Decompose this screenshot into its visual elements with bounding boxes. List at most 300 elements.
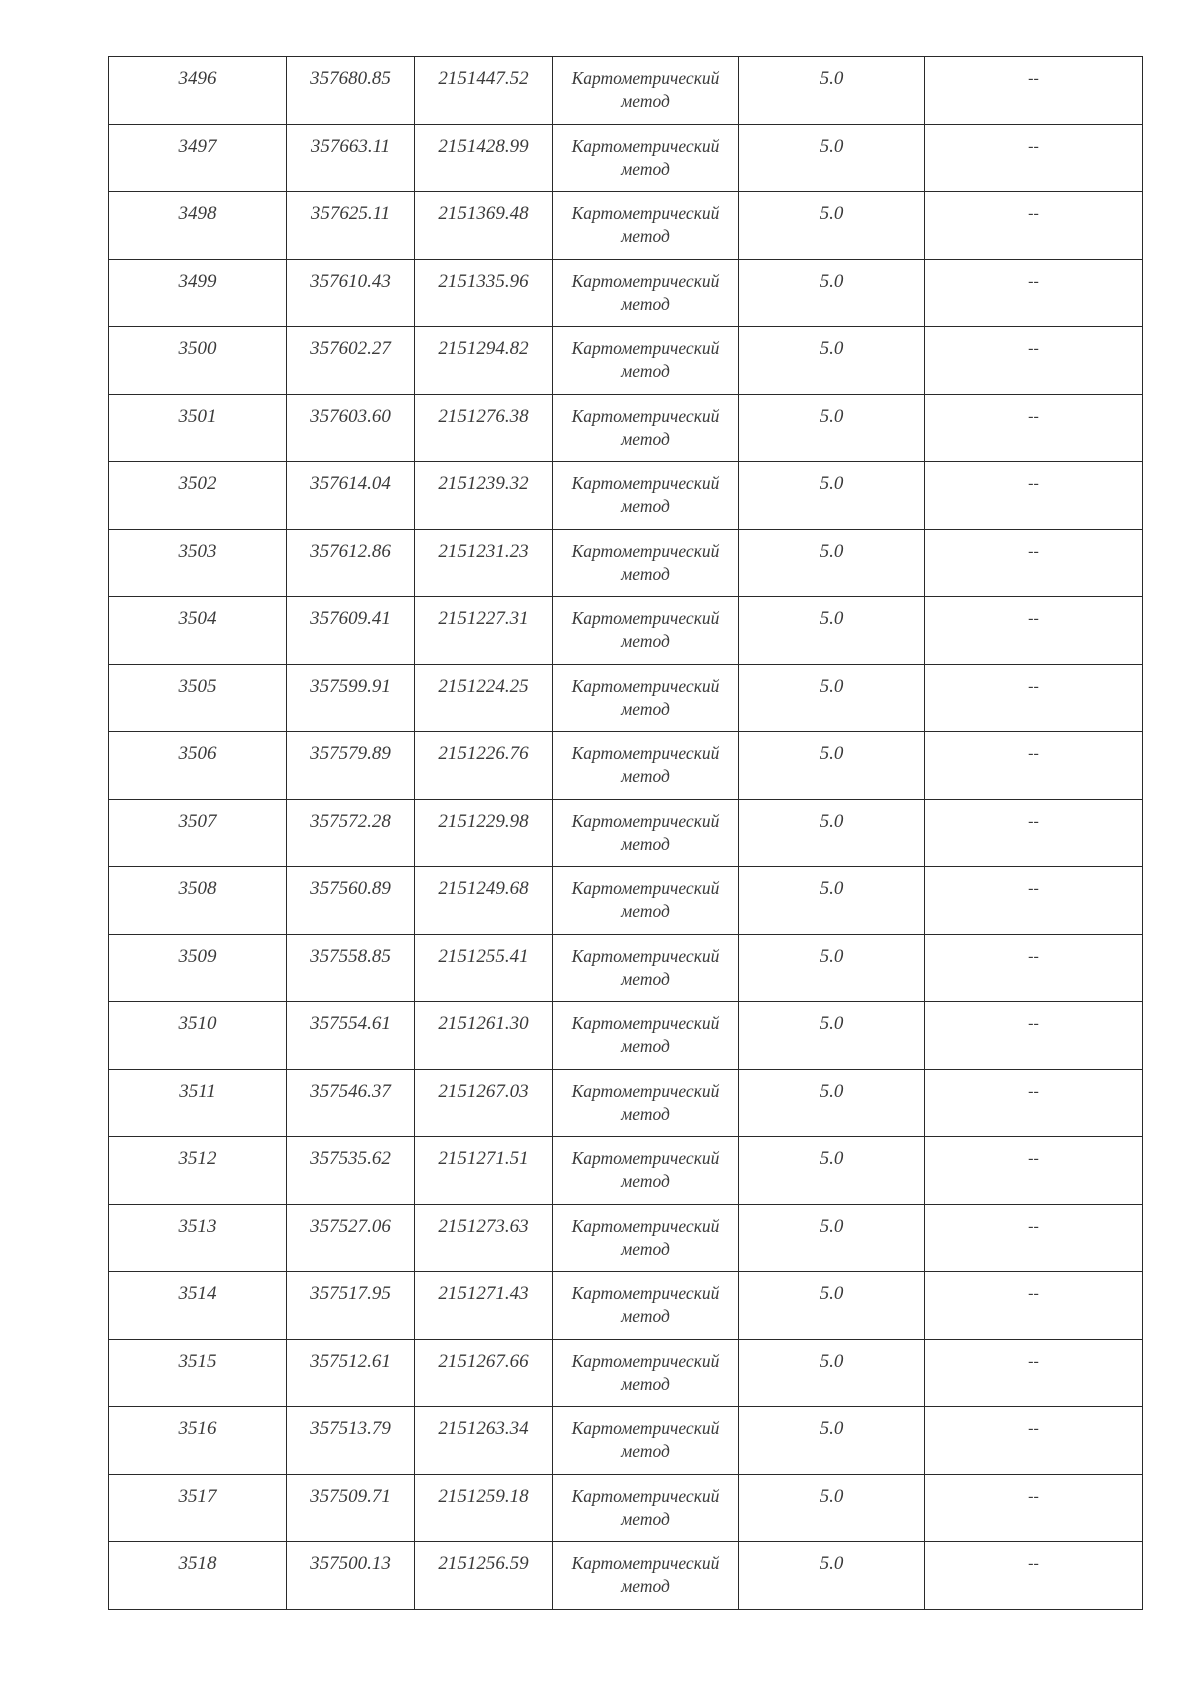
method-cell-text: Картометрический метод	[571, 338, 720, 381]
note-cell-text: --	[1028, 1217, 1039, 1235]
accuracy-cell	[739, 1339, 925, 1407]
point-number-cell	[109, 259, 287, 327]
y-coordinate-cell-text: 2151294.82	[438, 338, 529, 359]
point-number-cell-text: 3518	[178, 1553, 217, 1574]
accuracy-cell	[739, 124, 925, 192]
accuracy-cell-text: 5.0	[819, 1485, 844, 1507]
accuracy-cell-text: 5.0	[819, 878, 844, 899]
accuracy-cell	[739, 1474, 925, 1542]
method-cell-text: Картометрический метод	[571, 405, 720, 449]
note-cell-text: --	[1028, 880, 1039, 897]
y-coordinate-cell-text: 2151249.68	[438, 878, 529, 899]
table-row	[109, 867, 1143, 935]
y-coordinate-cell	[415, 597, 553, 665]
accuracy-cell-text: 5.0	[819, 675, 844, 697]
method-cell-text: Картометрический метод	[571, 203, 720, 246]
note-cell	[925, 529, 1143, 597]
y-coordinate-cell-text: 2151229.98	[438, 810, 529, 832]
x-coordinate-cell-text: 357663.11	[310, 135, 391, 157]
note-cell-text: --	[1028, 610, 1039, 627]
note-cell	[925, 1204, 1143, 1272]
method-cell	[553, 934, 739, 1002]
point-number-cell-text: 3512	[178, 1148, 217, 1169]
table-row	[109, 1002, 1143, 1070]
x-coordinate-cell	[287, 1069, 415, 1137]
y-coordinate-cell	[415, 664, 553, 732]
point-number-cell	[109, 192, 287, 260]
note-cell	[925, 597, 1143, 665]
method-cell	[553, 462, 739, 530]
accuracy-cell	[739, 1137, 925, 1205]
table-row	[109, 934, 1143, 1002]
y-coordinate-cell	[415, 1204, 553, 1272]
note-cell	[925, 259, 1143, 327]
y-coordinate-cell-text: 2151267.66	[438, 1350, 529, 1372]
point-number-cell	[109, 1474, 287, 1542]
x-coordinate-cell-text: 357517.95	[310, 1283, 391, 1304]
y-coordinate-cell-text: 2151273.63	[438, 1215, 529, 1237]
method-cell-text: Картометрический метод	[571, 1080, 720, 1124]
accuracy-cell	[739, 1542, 925, 1610]
point-number-cell	[109, 124, 287, 192]
x-coordinate-cell-text: 357513.79	[310, 1418, 391, 1439]
point-number-cell-text: 3516	[178, 1418, 217, 1439]
point-number-cell-text: 3496	[178, 68, 217, 89]
accuracy-cell-text: 5.0	[819, 1283, 844, 1304]
note-cell	[925, 1272, 1143, 1340]
method-cell-text: Картометрический метод	[571, 608, 720, 651]
accuracy-cell-text: 5.0	[819, 810, 844, 832]
method-cell	[553, 1002, 739, 1070]
point-number-cell-text: 3513	[178, 1215, 217, 1237]
y-coordinate-cell-text: 2151335.96	[438, 270, 529, 292]
x-coordinate-cell-text: 357509.71	[310, 1485, 391, 1507]
x-coordinate-cell	[287, 1339, 415, 1407]
method-cell	[553, 732, 739, 800]
accuracy-cell-text: 5.0	[819, 1013, 844, 1034]
method-cell	[553, 1137, 739, 1205]
method-cell	[553, 529, 739, 597]
x-coordinate-cell-text: 357614.04	[310, 473, 391, 494]
y-coordinate-cell	[415, 867, 553, 935]
accuracy-cell-text: 5.0	[819, 1215, 844, 1237]
point-number-cell	[109, 1407, 287, 1475]
note-cell-text: --	[1028, 137, 1039, 155]
y-coordinate-cell	[415, 259, 553, 327]
y-coordinate-cell	[415, 327, 553, 395]
table-row	[109, 664, 1143, 732]
note-cell	[925, 664, 1143, 732]
x-coordinate-cell	[287, 259, 415, 327]
method-cell-text: Картометрический метод	[571, 1013, 720, 1056]
note-cell-text: --	[1028, 70, 1039, 87]
method-cell	[553, 1339, 739, 1407]
accuracy-cell-text: 5.0	[819, 608, 844, 629]
note-cell-text: --	[1028, 1150, 1039, 1167]
note-cell	[925, 867, 1143, 935]
method-cell	[553, 664, 739, 732]
x-coordinate-cell	[287, 732, 415, 800]
accuracy-cell	[739, 327, 925, 395]
method-cell-text: Картометрический метод	[571, 1283, 720, 1326]
point-number-cell-text: 3505	[178, 675, 217, 697]
method-cell-text: Картометрический метод	[571, 810, 720, 854]
x-coordinate-cell-text: 357579.89	[310, 743, 391, 764]
x-coordinate-cell-text: 357680.85	[310, 68, 391, 89]
x-coordinate-cell-text: 357560.89	[310, 878, 391, 899]
accuracy-cell	[739, 529, 925, 597]
accuracy-cell	[739, 799, 925, 867]
x-coordinate-cell-text: 357612.86	[310, 540, 391, 562]
accuracy-cell-text: 5.0	[819, 270, 844, 292]
x-coordinate-cell-text: 357603.60	[310, 405, 391, 427]
x-coordinate-cell-text: 357609.41	[310, 608, 391, 629]
accuracy-cell	[739, 867, 925, 935]
x-coordinate-cell	[287, 394, 415, 462]
y-coordinate-cell-text: 2151227.31	[438, 608, 529, 629]
note-cell-text: --	[1028, 340, 1039, 357]
point-number-cell	[109, 1069, 287, 1137]
note-cell-text: --	[1028, 205, 1039, 222]
y-coordinate-cell	[415, 394, 553, 462]
point-number-cell-text: 3507	[178, 810, 217, 832]
y-coordinate-cell-text: 2151261.30	[438, 1013, 529, 1034]
point-number-cell	[109, 57, 287, 125]
point-number-cell-text: 3509	[178, 945, 217, 967]
y-coordinate-cell-text: 2151239.32	[438, 473, 529, 494]
x-coordinate-cell	[287, 1002, 415, 1070]
y-coordinate-cell	[415, 1137, 553, 1205]
note-cell-text: --	[1028, 1487, 1039, 1505]
method-cell-text: Картометрический метод	[571, 135, 720, 179]
x-coordinate-cell	[287, 934, 415, 1002]
accuracy-cell-text: 5.0	[819, 473, 844, 494]
x-coordinate-cell-text: 357558.85	[310, 945, 391, 967]
y-coordinate-cell-text: 2151263.34	[438, 1418, 529, 1439]
note-cell-text: --	[1028, 677, 1039, 695]
point-number-cell	[109, 529, 287, 597]
point-number-cell	[109, 1137, 287, 1205]
accuracy-cell-text: 5.0	[819, 1553, 844, 1574]
table-row	[109, 1204, 1143, 1272]
table-row	[109, 327, 1143, 395]
accuracy-cell	[739, 664, 925, 732]
x-coordinate-cell	[287, 867, 415, 935]
accuracy-cell	[739, 1069, 925, 1137]
note-cell	[925, 57, 1143, 125]
accuracy-cell-text: 5.0	[819, 203, 844, 224]
table-row	[109, 597, 1143, 665]
table-row	[109, 1407, 1143, 1475]
method-cell	[553, 394, 739, 462]
x-coordinate-cell-text: 357546.37	[310, 1080, 391, 1102]
accuracy-cell	[739, 1407, 925, 1475]
x-coordinate-cell	[287, 664, 415, 732]
table-row	[109, 1137, 1143, 1205]
y-coordinate-cell	[415, 57, 553, 125]
x-coordinate-cell-text: 357512.61	[310, 1350, 391, 1372]
table-row	[109, 1069, 1143, 1137]
note-cell	[925, 394, 1143, 462]
y-coordinate-cell-text: 2151271.43	[438, 1283, 529, 1304]
y-coordinate-cell-text: 2151428.99	[438, 135, 529, 157]
table-row	[109, 462, 1143, 530]
method-cell-text: Картометрический метод	[571, 1350, 720, 1394]
x-coordinate-cell	[287, 192, 415, 260]
table-row	[109, 529, 1143, 597]
y-coordinate-cell	[415, 192, 553, 260]
method-cell	[553, 192, 739, 260]
y-coordinate-cell-text: 2151276.38	[438, 405, 529, 427]
y-coordinate-cell-text: 2151255.41	[438, 945, 529, 967]
point-number-cell-text: 3503	[178, 540, 217, 562]
method-cell-text: Картометрический метод	[571, 68, 720, 111]
y-coordinate-cell	[415, 1339, 553, 1407]
note-cell	[925, 1407, 1143, 1475]
method-cell	[553, 259, 739, 327]
note-cell-text: --	[1028, 272, 1039, 290]
point-number-cell-text: 3515	[178, 1350, 217, 1372]
note-cell-text: --	[1028, 542, 1039, 560]
point-number-cell-text: 3502	[178, 473, 217, 494]
method-cell-text: Картометрический метод	[571, 1215, 720, 1259]
y-coordinate-cell-text: 2151369.48	[438, 203, 529, 224]
method-cell	[553, 57, 739, 125]
method-cell-text: Картометрический метод	[571, 270, 720, 314]
y-coordinate-cell	[415, 124, 553, 192]
point-number-cell-text: 3499	[178, 270, 217, 292]
accuracy-cell-text: 5.0	[819, 540, 844, 562]
x-coordinate-cell	[287, 597, 415, 665]
y-coordinate-cell	[415, 529, 553, 597]
note-cell-text: --	[1028, 1420, 1039, 1437]
method-cell-text: Картометрический метод	[571, 1485, 720, 1529]
accuracy-cell-text: 5.0	[819, 405, 844, 427]
table-row	[109, 259, 1143, 327]
accuracy-cell-text: 5.0	[819, 1148, 844, 1169]
table-row	[109, 732, 1143, 800]
accuracy-cell-text: 5.0	[819, 1080, 844, 1102]
point-number-cell-text: 3504	[178, 608, 217, 629]
table-row	[109, 192, 1143, 260]
x-coordinate-cell	[287, 529, 415, 597]
point-number-cell	[109, 1002, 287, 1070]
point-number-cell-text: 3511	[179, 1080, 216, 1102]
note-cell	[925, 1069, 1143, 1137]
accuracy-cell	[739, 597, 925, 665]
method-cell	[553, 124, 739, 192]
x-coordinate-cell	[287, 462, 415, 530]
y-coordinate-cell	[415, 1272, 553, 1340]
point-number-cell-text: 3500	[178, 338, 217, 359]
point-number-cell-text: 3498	[178, 203, 217, 224]
y-coordinate-cell-text: 2151271.51	[438, 1148, 529, 1169]
accuracy-cell	[739, 462, 925, 530]
point-number-cell-text: 3497	[178, 135, 217, 157]
method-cell	[553, 1272, 739, 1340]
note-cell	[925, 462, 1143, 530]
accuracy-cell	[739, 192, 925, 260]
accuracy-cell-text: 5.0	[819, 743, 844, 764]
y-coordinate-cell	[415, 1002, 553, 1070]
x-coordinate-cell-text: 357599.91	[310, 675, 391, 697]
table-row	[109, 124, 1143, 192]
x-coordinate-cell	[287, 1542, 415, 1610]
x-coordinate-cell-text: 357625.11	[310, 203, 391, 224]
point-number-cell-text: 3506	[178, 743, 217, 764]
note-cell	[925, 1002, 1143, 1070]
accuracy-cell	[739, 259, 925, 327]
x-coordinate-cell	[287, 327, 415, 395]
method-cell-text: Картометрический метод	[571, 743, 720, 786]
note-cell-text: --	[1028, 1555, 1039, 1572]
table-row	[109, 1339, 1143, 1407]
method-cell	[553, 1474, 739, 1542]
point-number-cell-text: 3514	[178, 1283, 217, 1304]
point-number-cell	[109, 394, 287, 462]
method-cell-text: Картометрический метод	[571, 675, 720, 719]
y-coordinate-cell	[415, 934, 553, 1002]
method-cell	[553, 1542, 739, 1610]
note-cell-text: --	[1028, 1285, 1039, 1302]
y-coordinate-cell	[415, 1407, 553, 1475]
x-coordinate-cell-text: 357554.61	[310, 1013, 391, 1034]
method-cell-text: Картометрический метод	[571, 540, 720, 584]
point-number-cell	[109, 934, 287, 1002]
note-cell	[925, 327, 1143, 395]
x-coordinate-cell-text: 357572.28	[310, 810, 391, 832]
accuracy-cell-text: 5.0	[819, 1350, 844, 1372]
accuracy-cell-text: 5.0	[819, 135, 844, 157]
note-cell	[925, 192, 1143, 260]
method-cell-text: Картометрический метод	[571, 1553, 720, 1596]
point-number-cell	[109, 1542, 287, 1610]
x-coordinate-cell	[287, 799, 415, 867]
accuracy-cell	[739, 732, 925, 800]
x-coordinate-cell	[287, 1407, 415, 1475]
x-coordinate-cell	[287, 1272, 415, 1340]
method-cell-text: Картометрический метод	[571, 945, 720, 989]
point-number-cell	[109, 1272, 287, 1340]
method-cell	[553, 327, 739, 395]
table-row	[109, 1272, 1143, 1340]
point-number-cell	[109, 597, 287, 665]
point-number-cell	[109, 1339, 287, 1407]
method-cell-text: Картометрический метод	[571, 1148, 720, 1191]
accuracy-cell-text: 5.0	[819, 1418, 844, 1439]
x-coordinate-cell-text: 357500.13	[310, 1553, 391, 1574]
note-cell	[925, 1137, 1143, 1205]
accuracy-cell-text: 5.0	[819, 338, 844, 359]
method-cell-text: Картометрический метод	[571, 878, 720, 921]
point-number-cell	[109, 327, 287, 395]
note-cell-text: --	[1028, 407, 1039, 425]
note-cell-text: --	[1028, 745, 1039, 762]
y-coordinate-cell	[415, 1542, 553, 1610]
point-number-cell-text: 3510	[178, 1013, 217, 1034]
point-number-cell	[109, 1204, 287, 1272]
note-cell-text: --	[1028, 1082, 1039, 1100]
table-body	[109, 57, 1143, 1610]
point-number-cell	[109, 732, 287, 800]
point-number-cell	[109, 799, 287, 867]
point-number-cell-text: 3501	[178, 405, 217, 427]
accuracy-cell-text: 5.0	[819, 68, 844, 89]
table-row	[109, 394, 1143, 462]
x-coordinate-cell-text: 357602.27	[310, 338, 391, 359]
method-cell-text: Картометрический метод	[571, 1418, 720, 1461]
coordinates-table	[108, 56, 1143, 1610]
x-coordinate-cell-text: 357527.06	[310, 1215, 391, 1237]
method-cell	[553, 1407, 739, 1475]
x-coordinate-cell-text: 357535.62	[310, 1148, 391, 1169]
method-cell	[553, 799, 739, 867]
accuracy-cell	[739, 57, 925, 125]
note-cell-text: --	[1028, 475, 1039, 492]
note-cell	[925, 1474, 1143, 1542]
x-coordinate-cell	[287, 1474, 415, 1542]
y-coordinate-cell	[415, 1474, 553, 1542]
note-cell	[925, 732, 1143, 800]
point-number-cell	[109, 462, 287, 530]
note-cell	[925, 1339, 1143, 1407]
x-coordinate-cell	[287, 1137, 415, 1205]
accuracy-cell-text: 5.0	[819, 945, 844, 967]
point-number-cell	[109, 867, 287, 935]
x-coordinate-cell	[287, 124, 415, 192]
point-number-cell-text: 3517	[178, 1485, 217, 1507]
y-coordinate-cell-text: 2151267.03	[438, 1080, 529, 1102]
note-cell	[925, 934, 1143, 1002]
y-coordinate-cell-text: 2151231.23	[438, 540, 529, 562]
note-cell	[925, 799, 1143, 867]
x-coordinate-cell	[287, 57, 415, 125]
method-cell	[553, 1204, 739, 1272]
point-number-cell-text: 3508	[178, 878, 217, 899]
note-cell	[925, 1542, 1143, 1610]
note-cell-text: --	[1028, 1352, 1039, 1370]
y-coordinate-cell-text: 2151259.18	[438, 1485, 529, 1507]
table-row	[109, 799, 1143, 867]
y-coordinate-cell-text: 2151224.25	[438, 675, 529, 697]
x-coordinate-cell-text: 357610.43	[310, 270, 391, 292]
method-cell-text: Картометрический метод	[571, 473, 720, 516]
x-coordinate-cell	[287, 1204, 415, 1272]
point-number-cell	[109, 664, 287, 732]
note-cell-text: --	[1028, 1015, 1039, 1032]
note-cell-text: --	[1028, 947, 1039, 965]
y-coordinate-cell	[415, 462, 553, 530]
y-coordinate-cell	[415, 799, 553, 867]
accuracy-cell	[739, 394, 925, 462]
accuracy-cell	[739, 1272, 925, 1340]
method-cell	[553, 597, 739, 665]
note-cell-text: --	[1028, 812, 1039, 830]
table-row	[109, 1474, 1143, 1542]
accuracy-cell	[739, 1204, 925, 1272]
accuracy-cell	[739, 934, 925, 1002]
table-row	[109, 57, 1143, 125]
y-coordinate-cell-text: 2151226.76	[438, 743, 529, 764]
accuracy-cell	[739, 1002, 925, 1070]
method-cell	[553, 867, 739, 935]
y-coordinate-cell-text: 2151447.52	[438, 68, 529, 89]
table-row	[109, 1542, 1143, 1610]
y-coordinate-cell	[415, 1069, 553, 1137]
y-coordinate-cell-text: 2151256.59	[438, 1553, 529, 1574]
method-cell	[553, 1069, 739, 1137]
y-coordinate-cell	[415, 732, 553, 800]
